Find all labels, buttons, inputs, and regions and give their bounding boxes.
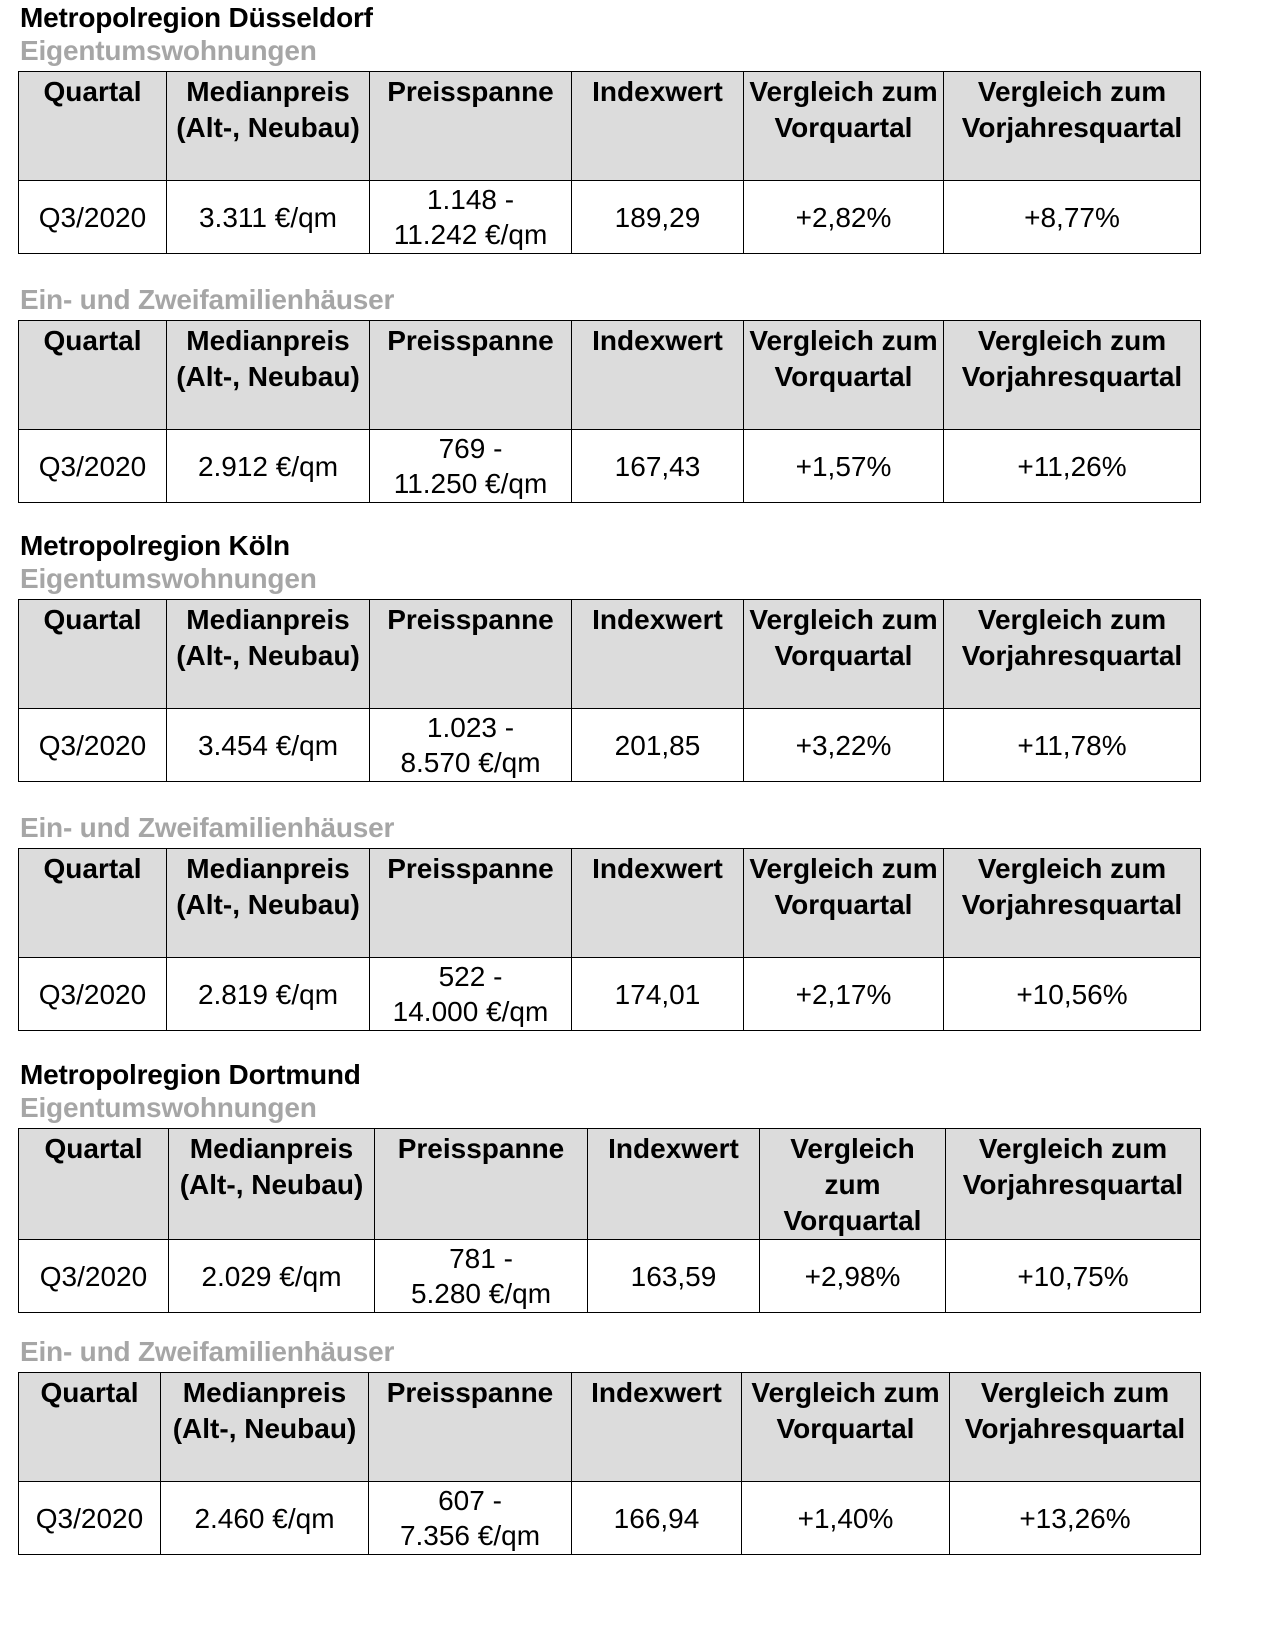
range-high: 14.000 €/qm: [392, 996, 549, 1027]
range-low: 1.023 -: [426, 712, 515, 743]
cell-vorquartal: +2,82%: [744, 181, 944, 254]
table-header-row: [19, 849, 1201, 958]
header-vorjahr: Vergleich zum Vorjahresquartal: [944, 600, 1201, 709]
header-preisspanne: Preisspanne: [370, 72, 572, 181]
cell-vorjahr: +8,77%: [944, 181, 1201, 254]
cell-preisspanne: [375, 1240, 588, 1313]
cell-quartal: Q3/2020: [19, 430, 167, 503]
cell-medianpreis: 3.454 €/qm: [167, 709, 370, 782]
cell-quartal: Q3/2020: [19, 181, 167, 254]
cell-indexwert: 163,59: [588, 1240, 760, 1313]
cell-quartal: Q3/2020: [19, 958, 167, 1031]
table-row: [19, 430, 1201, 503]
subtitle-eigentumswohnungen: Eigentumswohnungen: [20, 563, 317, 594]
cell-preisspanne: [370, 430, 572, 503]
cell-vorjahr: +11,26%: [944, 430, 1201, 503]
cell-indexwert: 201,85: [572, 709, 744, 782]
header-quartal: Quartal: [19, 321, 167, 430]
header-indexwert: Indexwert: [588, 1129, 760, 1240]
header-vorquartal: Vergleich zum Vorquartal: [744, 72, 944, 181]
table-row: [19, 1482, 1201, 1555]
table-header-row: [19, 600, 1201, 709]
cell-indexwert: 166,94: [572, 1482, 742, 1555]
header-medianpreis: Medianpreis (Alt-, Neubau): [167, 321, 370, 430]
cell-quartal: Q3/2020: [19, 709, 167, 782]
range-high: 5.280 €/qm: [410, 1278, 552, 1309]
cell-preisspanne: [369, 1482, 572, 1555]
range-low: 769 -: [438, 433, 503, 464]
header-vorjahr: Vergleich zum Vorjahresquartal: [950, 1373, 1201, 1482]
subtitle-ein-zweifamilienhaeuser: Ein- und Zweifamilienhäuser: [20, 284, 395, 315]
header-indexwert: Indexwert: [572, 849, 744, 958]
header-vorquartal: Vergleich zum Vorquartal: [744, 600, 944, 709]
cell-vorquartal: +1,57%: [744, 430, 944, 503]
range-low: 1.148 -: [426, 184, 515, 215]
cell-vorjahr: +11,78%: [944, 709, 1201, 782]
price-table-duesseldorf-haeuser: [18, 320, 1201, 503]
header-quartal: Quartal: [19, 600, 167, 709]
cell-vorjahr: +10,56%: [944, 958, 1201, 1031]
table-row: [19, 1240, 1201, 1313]
cell-vorquartal: +2,17%: [744, 958, 944, 1031]
cell-quartal: Q3/2020: [19, 1240, 169, 1313]
cell-medianpreis: 2.029 €/qm: [169, 1240, 375, 1313]
header-medianpreis: Medianpreis (Alt-, Neubau): [167, 849, 370, 958]
subtitle-eigentumswohnungen: Eigentumswohnungen: [20, 1092, 317, 1123]
cell-medianpreis: 2.460 €/qm: [161, 1482, 369, 1555]
header-vorjahr: Vergleich zum Vorjahresquartal: [944, 849, 1201, 958]
cell-indexwert: 174,01: [572, 958, 744, 1031]
header-preisspanne: Preisspanne: [370, 600, 572, 709]
header-indexwert: Indexwert: [572, 1373, 742, 1482]
cell-vorquartal: +1,40%: [742, 1482, 950, 1555]
table-row: [19, 709, 1201, 782]
header-medianpreis: Medianpreis (Alt-, Neubau): [169, 1129, 375, 1240]
cell-preisspanne: [370, 709, 572, 782]
table-header-row: [19, 1373, 1201, 1482]
header-indexwert: Indexwert: [572, 72, 744, 181]
price-table-koeln-haeuser: [18, 848, 1201, 1031]
price-table-koeln-wohnungen: [18, 599, 1201, 782]
header-preisspanne: Preisspanne: [369, 1373, 572, 1482]
header-indexwert: Indexwert: [572, 321, 744, 430]
header-vorquartal: Vergleich zum Vorquartal: [744, 849, 944, 958]
table-row: [19, 181, 1201, 254]
cell-vorjahr: +10,75%: [946, 1240, 1201, 1313]
header-quartal: Quartal: [19, 849, 167, 958]
header-preisspanne: Preisspanne: [370, 321, 572, 430]
region-title-dortmund: Metropolregion Dortmund: [20, 1059, 361, 1090]
cell-vorquartal: +3,22%: [744, 709, 944, 782]
cell-medianpreis: 2.819 €/qm: [167, 958, 370, 1031]
header-vorquartal: Vergleich zum Vorquartal: [760, 1129, 946, 1240]
cell-indexwert: 189,29: [572, 181, 744, 254]
subtitle-ein-zweifamilienhaeuser: Ein- und Zweifamilienhäuser: [20, 812, 395, 843]
region-title-koeln: Metropolregion Köln: [20, 530, 290, 561]
range-high: 8.570 €/qm: [400, 747, 541, 778]
price-table-dortmund-haeuser: [18, 1372, 1201, 1555]
header-vorjahr: Vergleich zum Vorjahresquartal: [944, 321, 1201, 430]
cell-medianpreis: 2.912 €/qm: [167, 430, 370, 503]
range-high: 11.250 €/qm: [393, 468, 548, 499]
region-title-duesseldorf: Metropolregion Düsseldorf: [20, 2, 373, 33]
range-high: 11.242 €/qm: [393, 219, 548, 250]
range-high: 7.356 €/qm: [399, 1520, 541, 1551]
subtitle-eigentumswohnungen: Eigentumswohnungen: [20, 35, 317, 66]
header-vorquartal: Vergleich zum Vorquartal: [744, 321, 944, 430]
table-header-row: [19, 1129, 1201, 1240]
table-header-row: [19, 321, 1201, 430]
header-indexwert: Indexwert: [572, 600, 744, 709]
header-preisspanne: Preisspanne: [370, 849, 572, 958]
cell-indexwert: 167,43: [572, 430, 744, 503]
cell-quartal: Q3/2020: [19, 1482, 161, 1555]
cell-preisspanne: [370, 958, 572, 1031]
header-vorjahr: Vergleich zum Vorjahresquartal: [944, 72, 1201, 181]
header-quartal: Quartal: [19, 72, 167, 181]
cell-vorquartal: +2,98%: [760, 1240, 946, 1313]
header-vorquartal: Vergleich zum Vorquartal: [742, 1373, 950, 1482]
header-preisspanne: Preisspanne: [375, 1129, 588, 1240]
header-medianpreis: Medianpreis (Alt-, Neubau): [167, 600, 370, 709]
table-header-row: [19, 72, 1201, 181]
range-low: 781 -: [449, 1243, 513, 1274]
header-quartal: Quartal: [19, 1373, 161, 1482]
subtitle-ein-zweifamilienhaeuser: Ein- und Zweifamilienhäuser: [20, 1336, 395, 1367]
cell-medianpreis: 3.311 €/qm: [167, 181, 370, 254]
range-low: 607 -: [438, 1485, 502, 1516]
header-quartal: Quartal: [19, 1129, 169, 1240]
cell-preisspanne: [370, 181, 572, 254]
cell-vorjahr: +13,26%: [950, 1482, 1201, 1555]
range-low: 522 -: [438, 961, 503, 992]
table-row: [19, 958, 1201, 1031]
header-vorjahr: Vergleich zum Vorjahresquartal: [946, 1129, 1201, 1240]
price-table-dortmund-wohnungen: [18, 1128, 1201, 1313]
price-table-duesseldorf-wohnungen: [18, 71, 1201, 254]
header-medianpreis: Medianpreis (Alt-, Neubau): [167, 72, 370, 181]
header-medianpreis: Medianpreis (Alt-, Neubau): [161, 1373, 369, 1482]
